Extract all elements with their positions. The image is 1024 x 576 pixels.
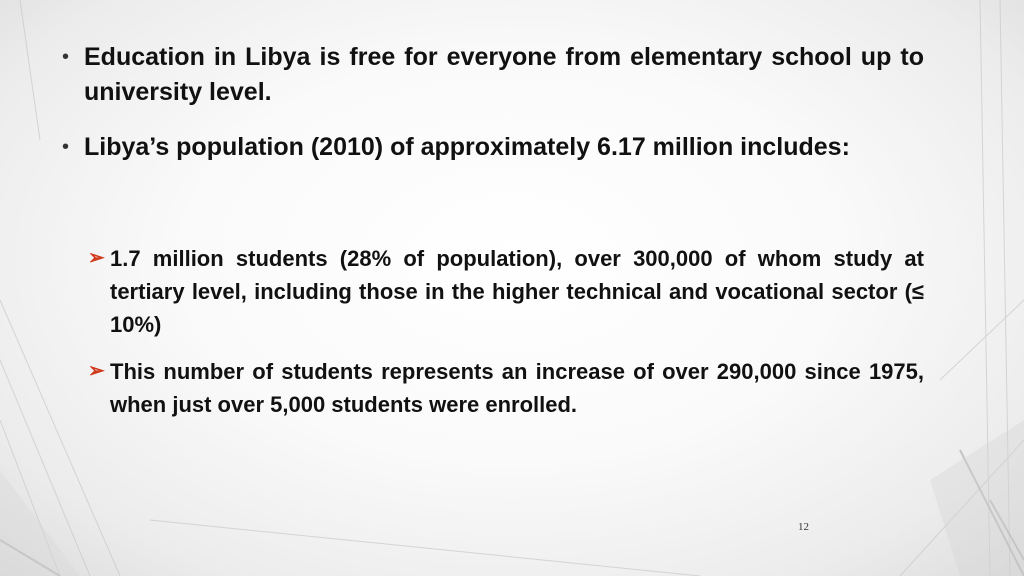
bullet-item: [62, 40, 924, 110]
slide-content: [62, 40, 924, 421]
subbullet-text: This number of students represents an increase of over 290,000 since 1975, when just over 5,000 students were enrolled.: [110, 359, 924, 417]
subbullet-item: [88, 355, 924, 421]
bullet-text: Education in Libya is free for everyone from elementary school up to university level.: [84, 43, 924, 106]
subbullet-text: 1.7 million students (28% of population), over 300,000 of whom study at tertiary level, including those in the higher technical and vocational sector (≤ 10%): [110, 246, 924, 337]
arrow-bullet-icon: ➢: [88, 247, 105, 269]
bullet-text: Libya’s population (2010) of approximately 6.17 million includes:: [84, 133, 850, 161]
arrow-bullet-icon: ➢: [88, 360, 105, 382]
bullet-dot-icon: •: [62, 136, 70, 158]
bullet-item: [62, 130, 924, 165]
subbullet-item: [88, 242, 924, 341]
bullet-dot-icon: •: [62, 46, 70, 68]
page-number: 12: [798, 521, 809, 533]
